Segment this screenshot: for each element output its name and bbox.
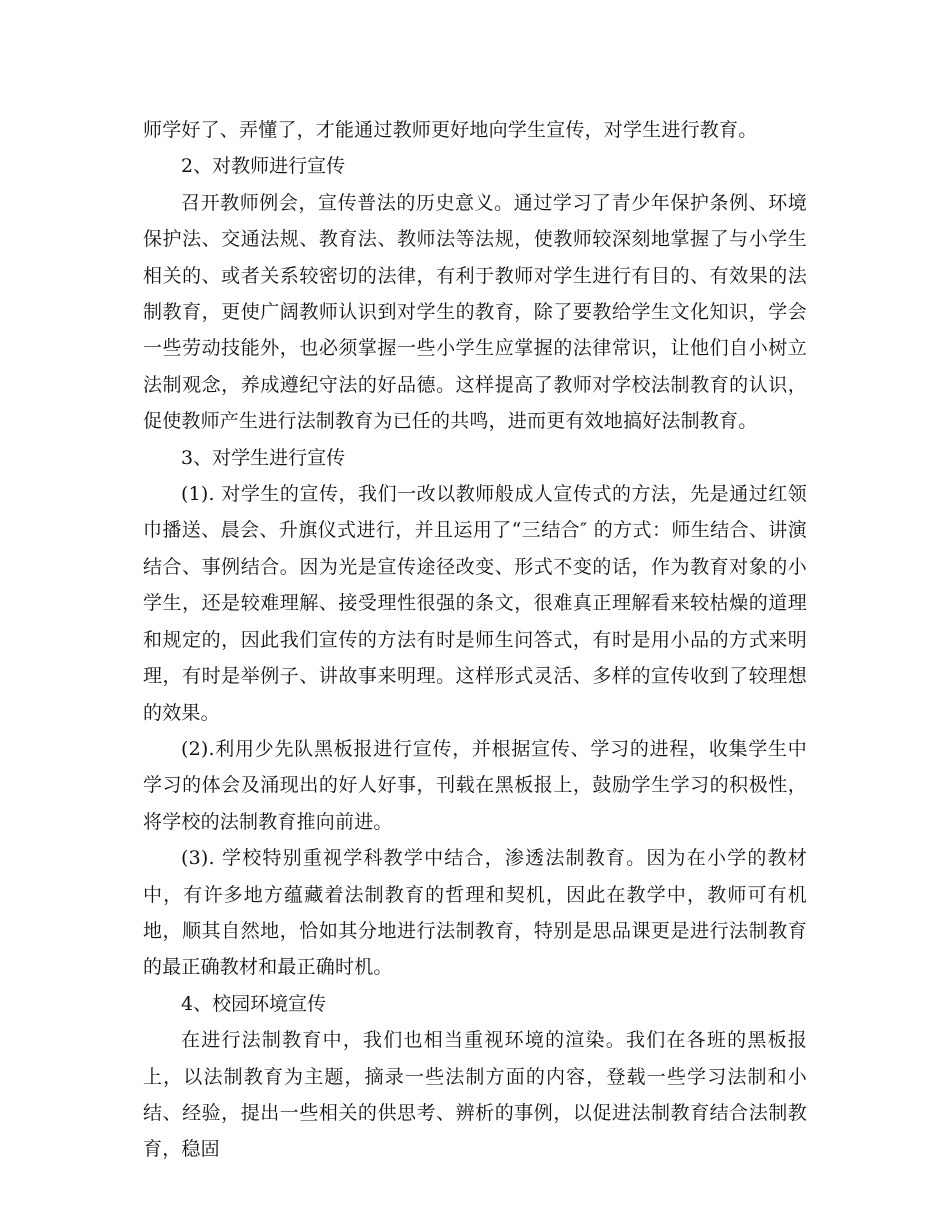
paragraph-student-publicity-2: (2).利用少先队黑板报进行宣传，并根据宣传、学习的进程，收集学生中学习的体会及涌现出的好人好事，刊载在黑板报上，鼓励学生学习的积极性，将学校的法制教育推向前进。 — [143, 737, 807, 833]
paragraph-student-publicity-1: (1). 对学生的宣传，我们一改以教师般成人宣传式的方法，先是通过红领巾播送、晨会、升旗仪式进行，并且运用了“三结合″ 的方式：师生结合、讲演结合、事例结合。因为光是宣传途径改变、形式不变的话，作为教育对象的小学生，还是较难理解、接受理性很强的条文，很难真正理解看来较枯燥的道理和规定的，因此我们宣传的方法有时是师生问答式，有时是用小品的方式来明理，有时是举例子、讲故事来明理。这样形式灵活、多样的宣传收到了较理想的效果。 — [143, 483, 807, 724]
paragraph-continuation: 师学好了、弄懂了，才能通过教师更好地向学生宣传，对学生进行教育。 — [143, 119, 758, 141]
paragraph-student-publicity-3: (3). 学校特别重视学科教学中结合，渗透法制教育。因为在小学的教材中，有许多地方蕴藏着法制教育的哲理和契机，因此在教学中，教师可有机地，顺其自然地，恰如其分地进行法制教育，特别是思品课更是进行法制教育的最正确教材和最正确时机。 — [143, 847, 807, 979]
paragraph-campus-environment: 在进行法制教育中，我们也相当重视环境的渲染。我们在各班的黑板报上，以法制教育为主题，摘录一些法制方面的内容，登载一些学习法制和小结、经验，提出一些相关的供思考、辨析的事例，以促进法制教育结合法制教育，稳固 — [143, 1029, 807, 1161]
section-heading-4: 4、校园环境宣传 — [181, 992, 327, 1015]
section-heading-2: 2、对教师进行宣传 — [181, 155, 346, 178]
document-body — [143, 112, 807, 1168]
section-heading-3: 3、对学生进行宣传 — [181, 446, 346, 469]
paragraph-teacher-meeting: 召开教师例会，宣传普法的历史意义。通过学习了青少年保护条例、环境保护法、交通法规、教育法、教师法等法规，使教师较深刻地掌握了与小学生相关的、或者关系较密切的法律，有利于教师对学生进行有目的、有效果的法制教育，更使广阔教师认识到对学生的教育，除了要教给学生文化知识，学会一些劳动技能外，也必须掌握一些小学生应掌握的法律常识，让他们自小树立法制观念，养成遵纪守法的好品德。这样提高了教师对学校法制教育的认识，促使教师产生进行法制教育为已任的共鸣，进而更有效地搞好法制教育。 — [143, 191, 807, 433]
